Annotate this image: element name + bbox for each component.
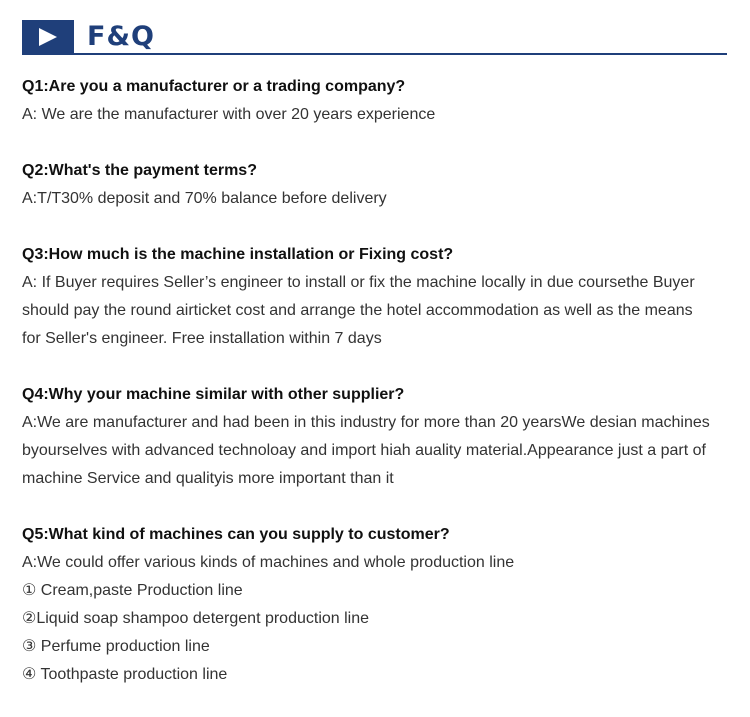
play-triangle bbox=[39, 28, 57, 46]
faq-answer-1-line-1: A: We are the manufacturer with over 20 years experience bbox=[22, 106, 436, 123]
production-line-item-2: ②Liquid soap shampoo detergent production line bbox=[22, 610, 370, 627]
faq-item-4 bbox=[22, 381, 732, 493]
faq-answer-4-line-1: A:We are manufacturer and had been in this industry for more than 20 yearsWe desian machines bbox=[22, 414, 710, 431]
faq-question-2: Q2:What's the payment terms? bbox=[22, 162, 257, 179]
faq-answer-4-line-2: byourselves with advanced technoloay and import hiah auality material.Appearance just a part of bbox=[22, 442, 706, 459]
faq-question-4: Q4:Why your machine similar with other supplier? bbox=[22, 386, 405, 403]
production-line-item-4: ④ Toothpaste production line bbox=[22, 666, 228, 683]
faq-answer-4-line-3: machine Service and qualityis more important than it bbox=[22, 470, 394, 487]
faq-question-3: Q3:How much is the machine installation or Fixing cost? bbox=[22, 246, 454, 263]
faq-answer-5-line-1: A:We could offer various kinds of machines and whole production line bbox=[22, 554, 515, 571]
section-title: F&Q bbox=[87, 21, 155, 52]
production-line-item-1: ① Cream,paste Production line bbox=[22, 582, 243, 599]
faq-item-2 bbox=[22, 157, 732, 213]
faq-list bbox=[22, 73, 732, 717]
faq-item-3 bbox=[22, 241, 732, 353]
faq-item-5 bbox=[22, 521, 732, 689]
faq-answer-3-line-2: should pay the round airticket cost and arrange the hotel accommodation as well as the means bbox=[22, 302, 693, 319]
faq-answer-2-line-1: A:T/T30% deposit and 70% balance before delivery bbox=[22, 190, 387, 207]
section-header bbox=[22, 20, 727, 56]
production-line-item-3: ③ Perfume production line bbox=[22, 638, 210, 655]
faq-answer-3-line-3: for Seller's engineer. Free installation within 7 days bbox=[22, 330, 382, 347]
play-icon bbox=[22, 20, 74, 54]
header-divider bbox=[22, 53, 727, 55]
faq-item-1 bbox=[22, 73, 732, 129]
faq-question-5: Q5:What kind of machines can you supply to customer? bbox=[22, 526, 450, 543]
faq-question-1: Q1:Are you a manufacturer or a trading company? bbox=[22, 78, 406, 95]
faq-answer-3-line-1: A: If Buyer requires Seller’s engineer to install or fix the machine locally in due coursethe Buyer bbox=[22, 274, 695, 291]
